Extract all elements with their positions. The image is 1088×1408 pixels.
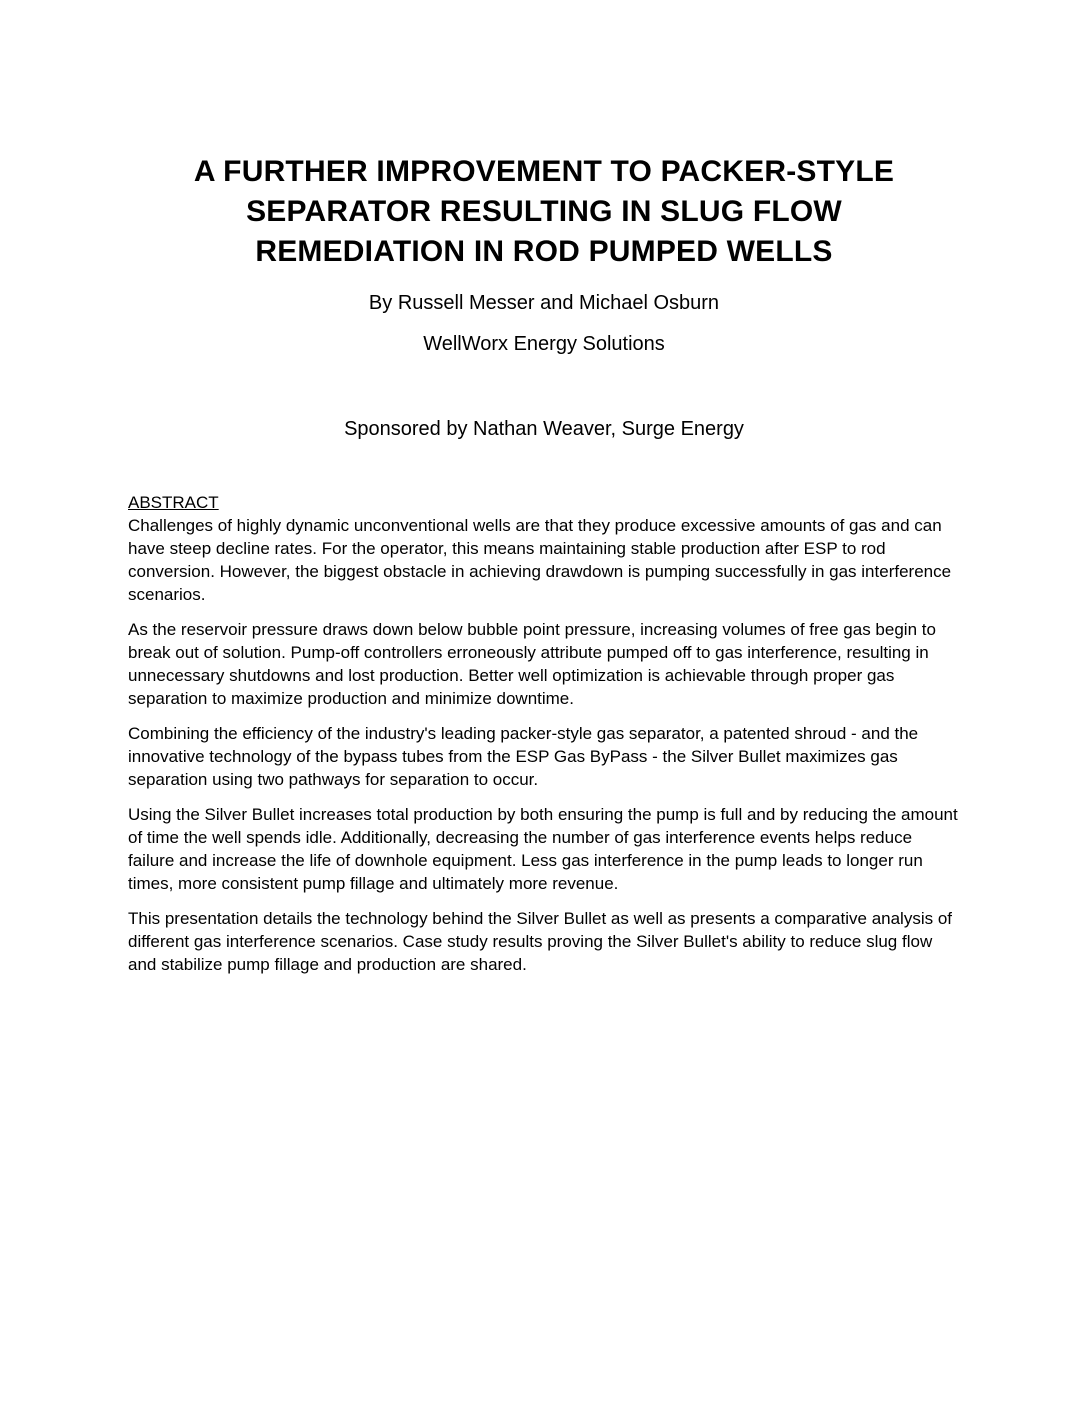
abstract-paragraph: Challenges of highly dynamic unconventional wells are that they produce excessive amounts of gas and can have steep decline rates. For the operator, this means maintaining stable production after ESP to rod conversion. However, the biggest obstacle in achieving drawdown is pumping successfully in gas interference scenarios.: [128, 516, 952, 605]
abstract-paragraph: Using the Silver Bullet increases total production by both ensuring the pump is full and by reducing the amount of time the well spends idle. Additionally, decreasing the number of gas interference events helps reduce failure and increase the life of downhole equipment. Less gas interference in the pump leads to longer run times, more consistent pump fillage and ultimately more revenue.: [128, 805, 958, 894]
abstract-section: [128, 491, 960, 976]
document-page: [128, 0, 960, 976]
abstract-paragraph: This presentation details the technology behind the Silver Bullet as well as presents a comparative analysis of different gas interference scenarios. Case study results proving the Silver Bullet's ability to reduce slug flow and stabilize pump fillage and production are shared.: [128, 909, 953, 975]
organization-name: WellWorx Energy Solutions: [423, 333, 665, 356]
paper-title-line-2: SEPARATOR RESULTING IN SLUG FLOW: [246, 195, 842, 229]
paper-title: [128, 152, 960, 272]
abstract-paragraph: As the reservoir pressure draws down below bubble point pressure, increasing volumes of free gas begin to break out of solution. Pump-off controllers erroneously attribute pumped off to gas interference, resulting in unnecessary shutdowns and lost production. Better well optimization is achievable through proper gas separation to maximize production and minimize downtime.: [128, 620, 936, 709]
abstract-paragraph: Combining the efficiency of the industry's leading packer-style gas separator, a patented shroud - and the innovative technology of the bypass tubes from the ESP Gas ByPass - the Silver Bullet maximizes gas separation using two pathways for separation to occur.: [128, 724, 919, 790]
authors-byline: By Russell Messer and Michael Osburn: [368, 292, 720, 315]
paper-title-line-3: REMEDIATION IN ROD PUMPED WELLS: [255, 235, 833, 269]
sponsor-line: Sponsored by Nathan Weaver, Surge Energy: [344, 418, 744, 441]
abstract-heading: ABSTRACT: [128, 493, 219, 513]
paper-title-line-1: A FURTHER IMPROVEMENT TO PACKER-STYLE: [193, 155, 895, 189]
